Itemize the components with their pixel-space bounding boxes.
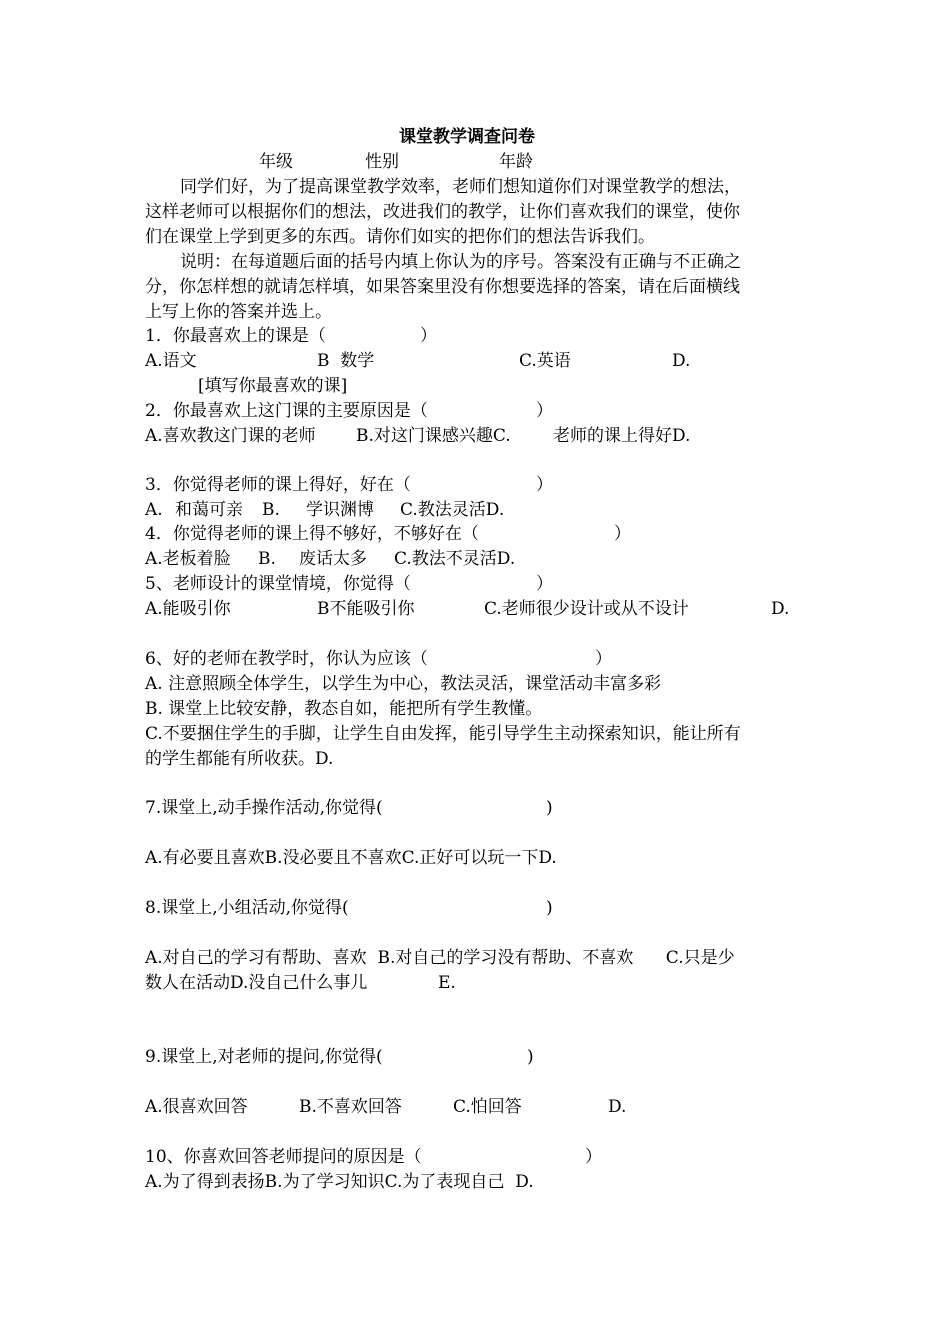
question-2-stem: 2．你最喜欢上这门课的主要原因是（	[145, 401, 428, 421]
question-9-bracket-close: )	[527, 1047, 534, 1067]
question-4-option-a: A.老板着脸	[145, 549, 231, 569]
question-1-option-a: A.语文	[145, 351, 197, 371]
note-line: 上写上你的答案并选上。	[145, 302, 332, 322]
question-6-option-line: A. 注意照顾全体学生，以学生为中心，教法灵活，课堂活动丰富多彩	[145, 674, 662, 694]
question-8-option-e: E.	[438, 973, 456, 993]
question-3-bracket-close: ）	[536, 475, 553, 495]
question-3-option-a-letter: A.	[145, 500, 163, 520]
question-5-option-b: B不能吸引你	[317, 599, 415, 619]
question-3-option-a: 和蔼可亲	[175, 500, 243, 520]
field-age-label: 年龄	[499, 152, 533, 172]
intro-line: 们在课堂上学到更多的东西。请你们如实的把你们的想法告诉我们。	[145, 227, 655, 247]
question-6-stem: 6、好的老师在教学时，你认为应该（	[145, 649, 428, 669]
question-9-option-b: B.不喜欢回答	[299, 1097, 402, 1117]
question-6-option-line: B. 课堂上比较安静，教态自如，能把所有学生教懂。	[145, 699, 543, 719]
question-5-option-d: D.	[771, 599, 790, 619]
question-3-option-b-letter: B.	[262, 500, 280, 520]
question-10-bracket-close: ）	[585, 1147, 602, 1167]
question-8-stem: 8.课堂上,小组活动,你觉得(	[145, 898, 349, 918]
question-3-option-b: 学识渊博	[306, 500, 374, 520]
question-5-option-c: C.老师很少设计或从不设计	[484, 599, 689, 619]
question-2-bracket-close: ）	[536, 401, 553, 421]
question-10-options: A.为了得到表扬B.为了学习知识C.为了表现自己 D.	[145, 1172, 534, 1192]
question-6-bracket-close: ）	[595, 649, 612, 669]
field-grade-label: 年级	[259, 152, 293, 172]
question-4-option-b: 废话太多	[299, 549, 367, 569]
question-2-option-b: B.对这门课感兴趣C.	[356, 426, 511, 446]
question-1-option-c: C.英语	[519, 351, 571, 371]
intro-line: 这样老师可以根据你们的想法，改进我们的教学，让你们喜欢我们的课堂，使你	[145, 202, 740, 222]
question-2-option-a: A.喜欢教这门课的老师	[145, 426, 316, 446]
intro-line: 同学们好，为了提高课堂教学效率，老师们想知道你们对课堂教学的想法，	[180, 177, 741, 197]
question-3-stem: 3．你觉得老师的课上得好，好在（	[145, 475, 411, 495]
question-9-option-c: C.怕回答	[453, 1097, 522, 1117]
question-5-stem: 5、老师设计的课堂情境，你觉得（	[145, 574, 411, 594]
question-6-option-line: C.不要捆住学生的手脚，让学生自由发挥，能引导学生主动探索知识，能让所有	[145, 724, 741, 744]
page-title: 课堂教学调查问卷	[399, 127, 535, 147]
question-1-fill-hint: [填写你最喜欢的课]	[198, 376, 348, 396]
question-4-option-cd: C.教法不灵活D.	[394, 549, 516, 569]
question-4-bracket-close: ）	[614, 524, 631, 544]
note-line: 说明：在每道题后面的括号内填上你认为的序号。答案没有正确与不正确之	[180, 252, 741, 272]
question-9-stem: 9.课堂上,对老师的提问,你觉得(	[145, 1047, 383, 1067]
question-4-option-b-letter: B.	[258, 549, 276, 569]
question-7-stem: 7.课堂上,动手操作活动,你觉得(	[145, 798, 383, 818]
question-5-bracket-close: ）	[536, 574, 553, 594]
question-7-options: A.有必要且喜欢B.没必要且不喜欢C.正好可以玩一下D.	[145, 848, 557, 868]
question-6-option-line: 的学生都能有所收获。D.	[145, 749, 334, 769]
question-1-option-d: D.	[672, 351, 691, 371]
note-line: 分，你怎样想的就请怎样填，如果答案里没有你想要选择的答案，请在后面横线	[145, 277, 740, 297]
question-8-options-line: A.对自己的学习有帮助、喜欢 B.对自己的学习没有帮助、不喜欢 C.只是少	[145, 948, 735, 968]
question-2-option-cd: 老师的课上得好D.	[553, 426, 691, 446]
question-7-bracket-close: )	[546, 798, 553, 818]
question-1-option-b: B 数学	[317, 351, 375, 371]
question-8-bracket-close: )	[546, 898, 553, 918]
question-3-option-cd: C.教法灵活D.	[400, 500, 505, 520]
question-5-option-a: A.能吸引你	[145, 599, 231, 619]
question-1-bracket-close: ）	[420, 326, 437, 346]
question-9-option-a: A.很喜欢回答	[145, 1097, 248, 1117]
question-4-stem: 4．你觉得老师的课上得不够好，不够好在（	[145, 524, 479, 544]
field-gender-label: 性别	[365, 152, 399, 172]
question-8-options-line: 数人在活动D.没自己什么事儿	[145, 973, 368, 993]
question-1-stem: 1．你最喜欢上的课是（	[145, 326, 326, 346]
question-9-option-d: D.	[608, 1097, 627, 1117]
question-10-stem: 10、你喜欢回答老师提问的原因是（	[145, 1147, 422, 1167]
